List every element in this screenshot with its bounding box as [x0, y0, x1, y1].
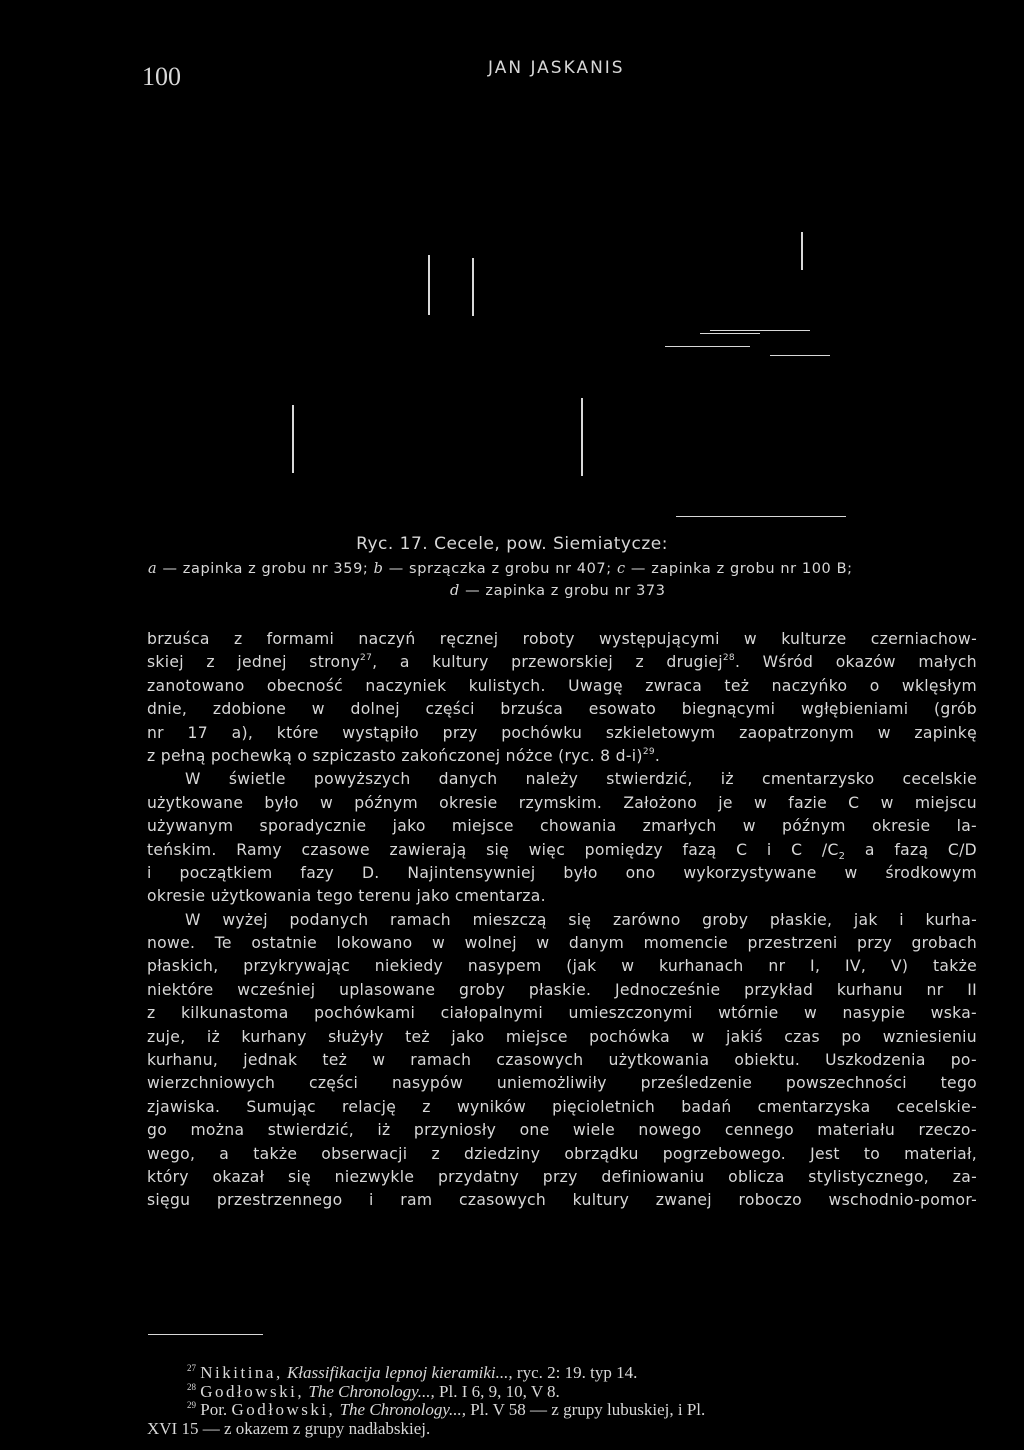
text-span: . Wśród okazów małych: [734, 653, 977, 672]
footnote-ref: 27: [360, 653, 373, 664]
footnote-title: Kłassifikacija lepnoj kieramiki...,: [286, 1363, 513, 1382]
text-line: go można stwierdzić, iż przyniosły one wiele nowego cennego materiału rzeczo-: [147, 1121, 977, 1140]
caption-item: — zapinka z grobu nr 100 B;: [630, 561, 853, 577]
footnote-title: The Chronology...,: [339, 1400, 466, 1419]
figure-mark: [581, 398, 583, 476]
footnote-number: 27: [187, 1363, 196, 1373]
footnote-text: Pl. V 58 — z grupy lubuskiej, i Pl.: [465, 1400, 706, 1419]
figure-mark: [676, 516, 846, 517]
text-line: niektóre wcześniej uplasowane groby płaskie. Jednocześnie przykład kurhanu nr II: [147, 980, 977, 999]
footnote-27: [147, 1364, 977, 1383]
caption-letter: b: [373, 561, 384, 577]
footnote-title: The Chronology...,: [308, 1381, 435, 1401]
figure-mark: [770, 355, 830, 356]
text-line: nr 17 a), które wystąpiło przy pochówku szkieletowym zaopatrzonym w zapinkę: [147, 723, 977, 742]
text-span: .: [654, 746, 661, 765]
text-line: zuje, iż kurhany służyły też jako miejsce pochówka w jakiś czas po wzniesieniu: [147, 1027, 977, 1046]
text-line: [147, 745, 977, 768]
text-line: używanym sporadycznie jako miejsce chowania zmarłych w późnym okresie la-: [147, 817, 977, 836]
footnote-28: [147, 1383, 977, 1402]
figure-caption-items-2: [450, 583, 666, 599]
running-head: JAN JASKANIS: [488, 58, 625, 78]
figure-mark: [801, 232, 803, 270]
figure-mark: [700, 333, 760, 334]
text-line: który okazał się niezwykle przydatny przy definiowaniu oblicza stylistycznego, za-: [147, 1167, 977, 1186]
text-span: z pełną pochewką o szpiczasto zakończonej nóżce (ryc. 8 d-i): [147, 746, 643, 765]
text-span: , a kultury przeworskiej z drugiej: [372, 653, 723, 672]
text-line: okresie użytkowania tego terenu jako cmentarza.: [147, 887, 546, 906]
caption-item: — zapinka z grobu nr 373: [465, 583, 666, 599]
text-line: i początkiem fazy D. Najintensywniej było ono wykorzystywane w środkowym: [147, 863, 977, 882]
text-line: wego, a także obserwacji z dziedziny obrządku pogrzebowego. Jest to materiał,: [147, 1144, 977, 1163]
text-line: W świetle powyższych danych należy stwierdzić, iż cmentarzysko cecelskie: [185, 770, 977, 789]
footnote-29-cont: XVI 15 — z okazem z grupy nadłabskiej.: [147, 1418, 431, 1438]
text-line: zjawiska. Sumując relację z wyników pięcioletnich badań cmentarzyska cecelskie-: [147, 1097, 977, 1116]
text-line: płaskich, przykrywając niekiedy nasypem (jak w kurhanach nr I, IV, V) także: [147, 957, 977, 976]
footnote-rule: [148, 1334, 263, 1335]
caption-letter: d: [450, 583, 460, 599]
figure-mark: [292, 405, 294, 473]
figure-caption-title: Ryc. 17. Cecele, pow. Siemiatycze:: [356, 534, 668, 554]
text-line: dnie, zdobione w dolnej części brzuśca esowato biegnącymi wgłębieniami (grób: [147, 700, 977, 719]
footnote-text: Pl. I 6, 9, 10, V 8.: [434, 1381, 560, 1401]
footnote-ref: 29: [642, 746, 655, 757]
figure-mark: [428, 255, 430, 315]
footnote-text: ryc. 2: 19. typ 14.: [512, 1363, 638, 1382]
footnote-author: Nikitina,: [200, 1363, 283, 1382]
footnote-author: Godłowski,: [200, 1381, 305, 1401]
text-line: kurhanu, jednak też w ramach czasowych użytkowania obiektu. Uszkodzenia po-: [147, 1051, 977, 1070]
caption-item: — zapinka z grobu nr 359;: [162, 561, 369, 577]
footnote-29: [147, 1401, 977, 1420]
footnote-number: 29: [187, 1400, 196, 1410]
text-line: sięgu przestrzennego i ram czasowych kultury zwanej roboczo wschodnio-pomor-: [147, 1191, 977, 1210]
footnote-number: 28: [187, 1381, 196, 1392]
caption-item: — sprzączka z grobu nr 407;: [388, 561, 612, 577]
figure-caption-items: [148, 561, 1008, 577]
text-line: z kilkunastoma pochówkami ciałopalnymi umieszczonymi wtórnie w nasypie wska-: [147, 1004, 977, 1023]
text-line: wierzchniowych części nasypów uniemożliwiły prześledzenie powszechności tego: [147, 1074, 977, 1093]
text-line: [147, 651, 977, 674]
body-text: [147, 628, 977, 1213]
text-line: zanotowano obecność naczyniek kulistych. Uwagę zwraca też naczyńko o wklęsłym: [147, 676, 977, 695]
text-span: a fazą C/D: [845, 840, 977, 859]
text-line: W wyżej podanych ramach mieszczą się zarówno groby płaskie, jak i kurha-: [185, 910, 977, 929]
footnote-author: Godłowski,: [231, 1400, 336, 1419]
footnote-text: Por.: [200, 1400, 232, 1419]
text-span: skiej z jednej strony: [147, 653, 361, 672]
page-number: 100: [142, 62, 181, 91]
figure-mark: [665, 346, 750, 347]
footnote-ref: 28: [722, 653, 735, 664]
text-line: [147, 839, 977, 862]
text-line: brzuśca z formami naczyń ręcznej roboty występującymi w kulturze czerniachow-: [147, 630, 977, 648]
text-line: nowe. Te ostatnie lokowano w wolnej w danym momencie przestrzeni przy grobach: [147, 934, 977, 953]
text-line: użytkowane było w późnym okresie rzymskim. Założono je w fazie C w miejscu: [147, 793, 977, 812]
caption-letter: c: [616, 561, 626, 577]
caption-letter: a: [148, 561, 158, 577]
subscript: 2: [838, 850, 846, 862]
footnotes: [147, 1364, 977, 1438]
figure-mark: [472, 258, 474, 316]
text-span: teńskim. Ramy czasowe zawierają się więc pomiędzy fazą C i C /C: [147, 840, 839, 859]
figure-mark: [710, 330, 810, 331]
